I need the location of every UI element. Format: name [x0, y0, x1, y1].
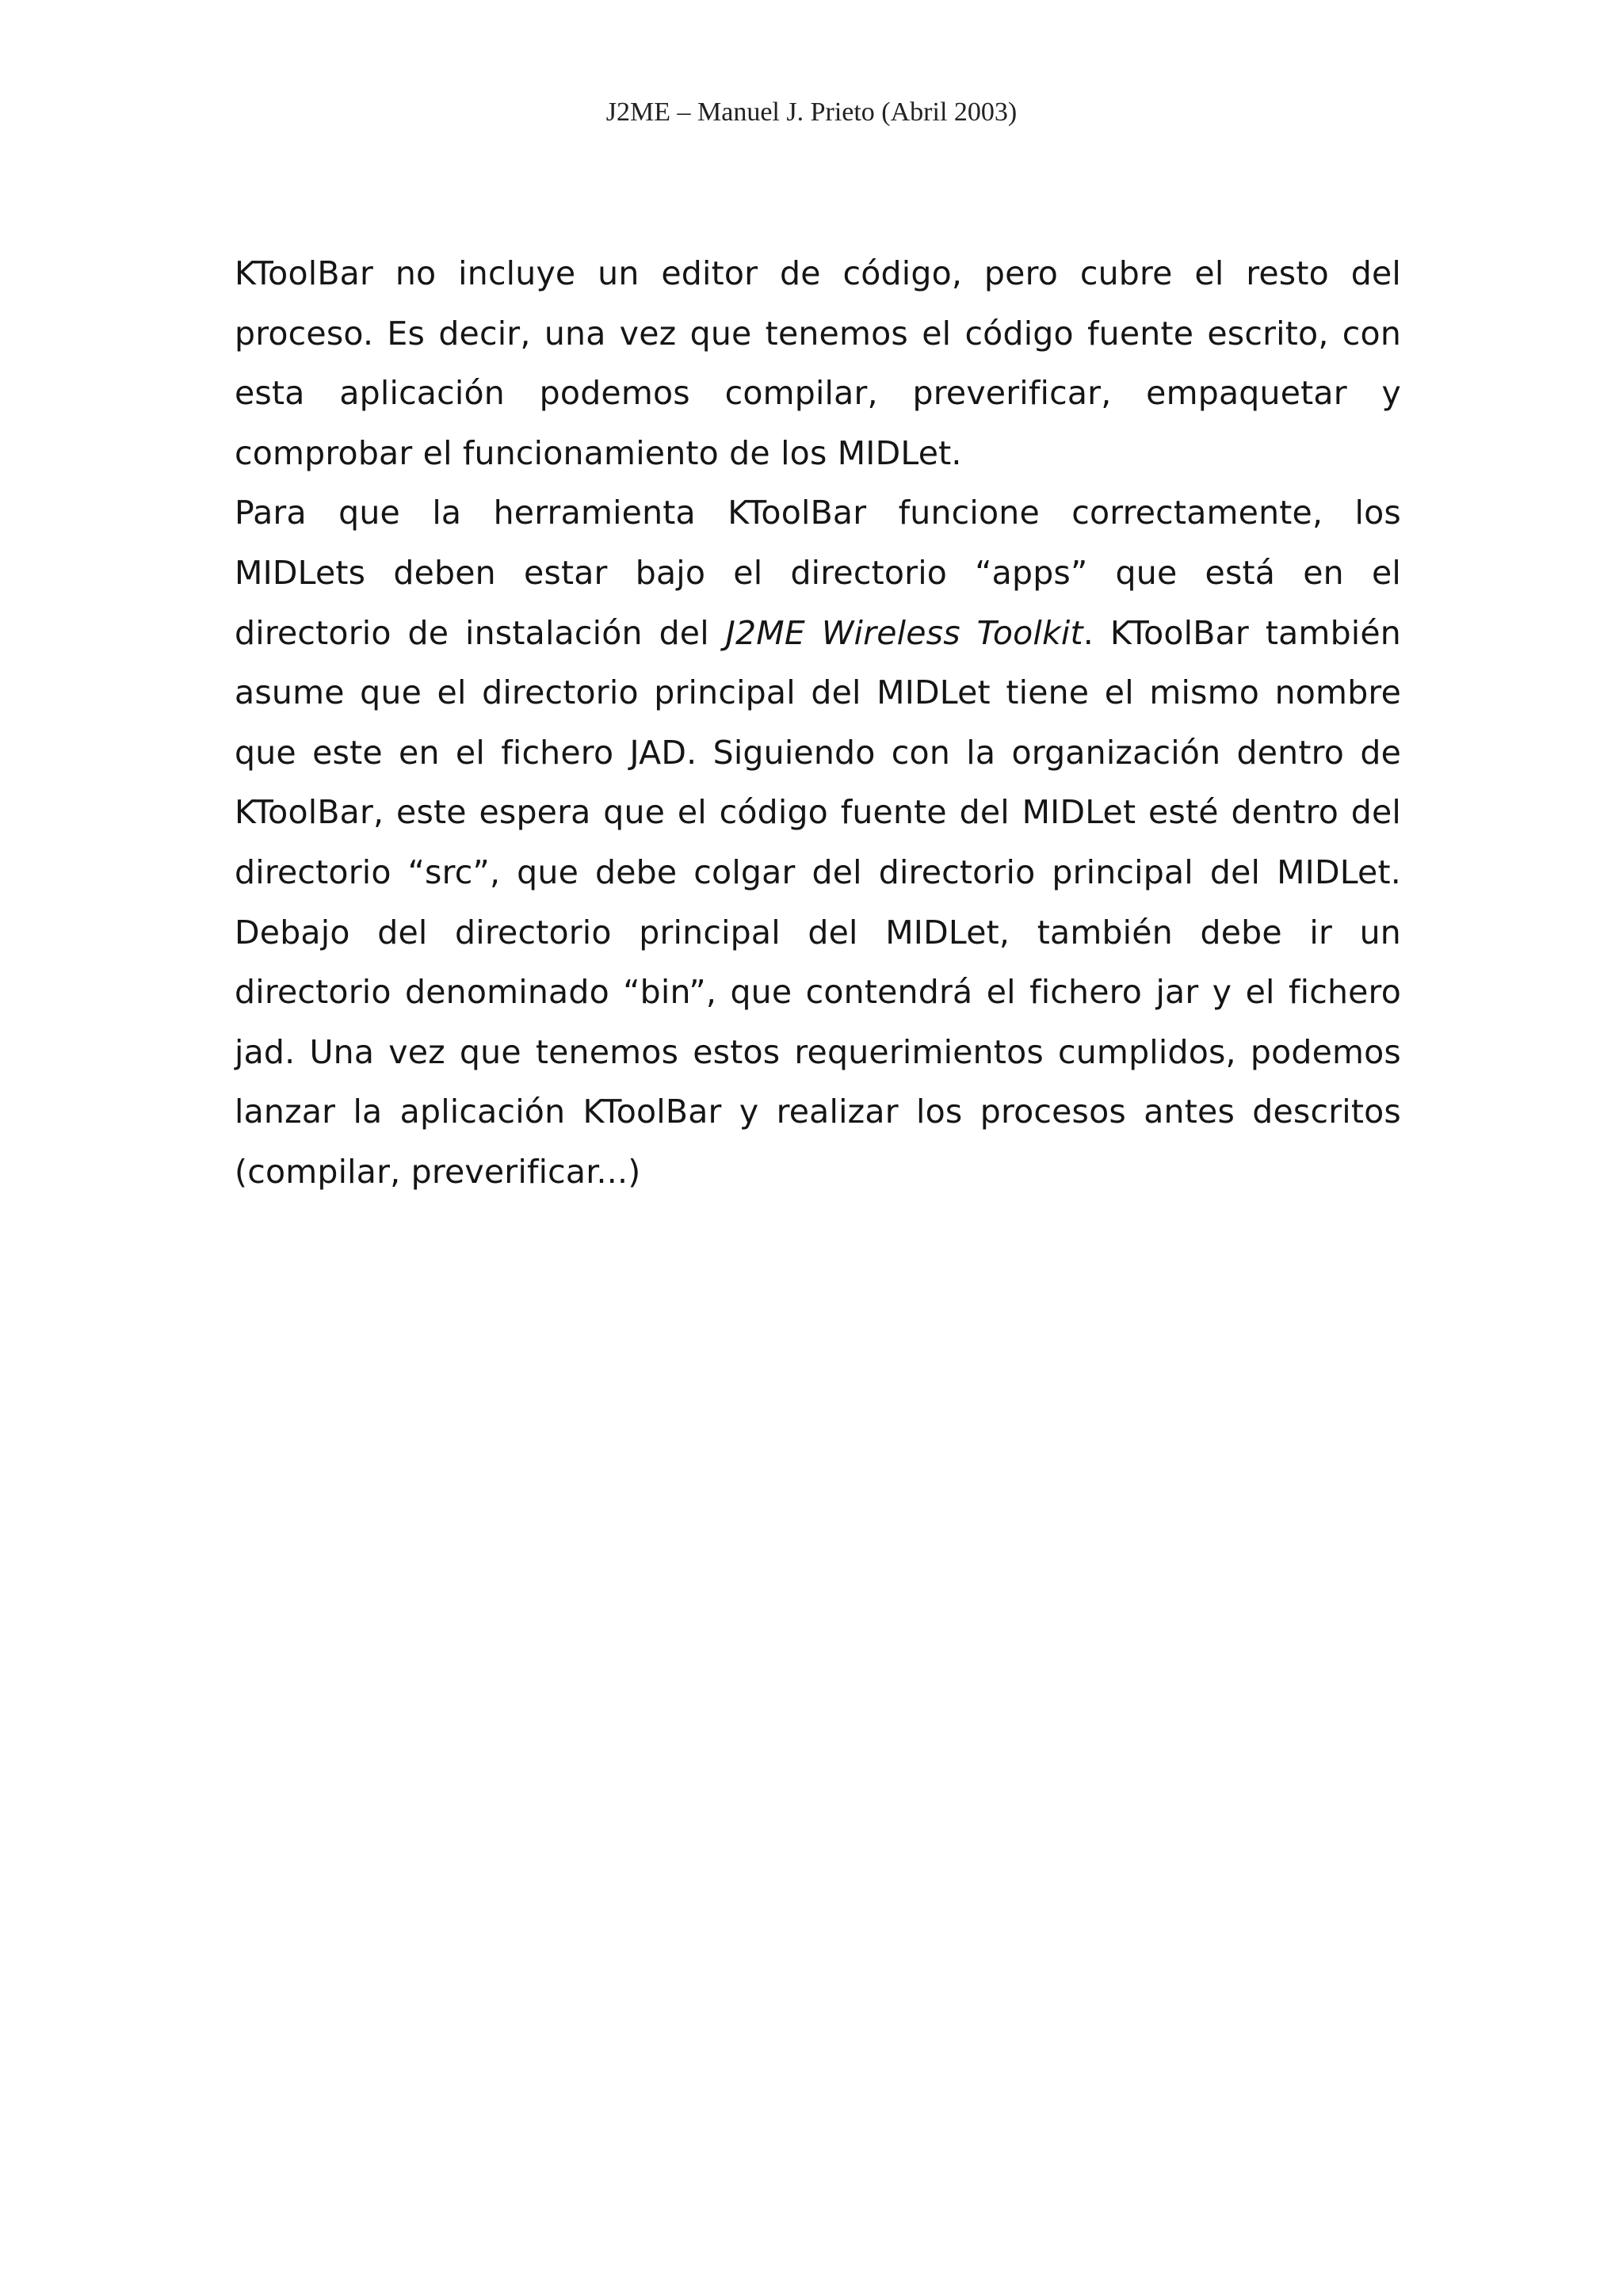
paragraph-line: comprobar el funcionamiento de los MIDLet.: [235, 433, 962, 472]
paragraph-line: directorio de instalación del J2ME Wireless Toolkit. KToolBar también: [235, 613, 1401, 652]
running-header: J2ME – Manuel J. Prieto (Abril 2003): [605, 97, 1018, 127]
paragraph-line: directorio “src”, que debe colgar del directorio principal del MIDLet.: [235, 852, 1401, 891]
paragraph-line: lanzar la aplicación KToolBar y realizar los procesos antes descritos: [235, 1093, 1401, 1131]
paragraph-line: directorio denominado “bin”, que contendrá el fichero jar y el fichero: [235, 973, 1401, 1012]
toolkit-name: J2ME Wireless Toolkit: [725, 613, 1083, 652]
paragraph-line: Para que la herramienta KToolBar funcione correctamente, los: [235, 494, 1401, 532]
paragraph-line: Debajo del directorio principal del MIDLet, también debe ir un: [235, 913, 1401, 952]
body-text: [235, 244, 1401, 1203]
paragraph-line: MIDLets deben estar bajo el directorio “apps” que está en el: [235, 553, 1401, 592]
paragraph-line: (compilar, preverificar...): [235, 1152, 641, 1191]
paragraph-line: que este en el fichero JAD. Siguiendo con la organización dentro de: [235, 733, 1401, 772]
paragraph-2: [235, 483, 1401, 1202]
paragraph-line: asume que el directorio principal del MIDLet tiene el mismo nombre: [235, 673, 1401, 712]
paragraph-line: KToolBar, este espera que el código fuente del MIDLet esté dentro del: [235, 793, 1401, 832]
paragraph-line: KToolBar no incluye un editor de código, pero cubre el resto del: [235, 254, 1401, 292]
paragraph-line: jad. Una vez que tenemos estos requerimientos cumplidos, podemos: [235, 1032, 1401, 1071]
paragraph-1: [235, 244, 1401, 483]
paragraph-line: proceso. Es decir, una vez que tenemos el código fuente escrito, con: [235, 314, 1401, 353]
paragraph-line: esta aplicación podemos compilar, preverificar, empaquetar y: [235, 374, 1401, 413]
